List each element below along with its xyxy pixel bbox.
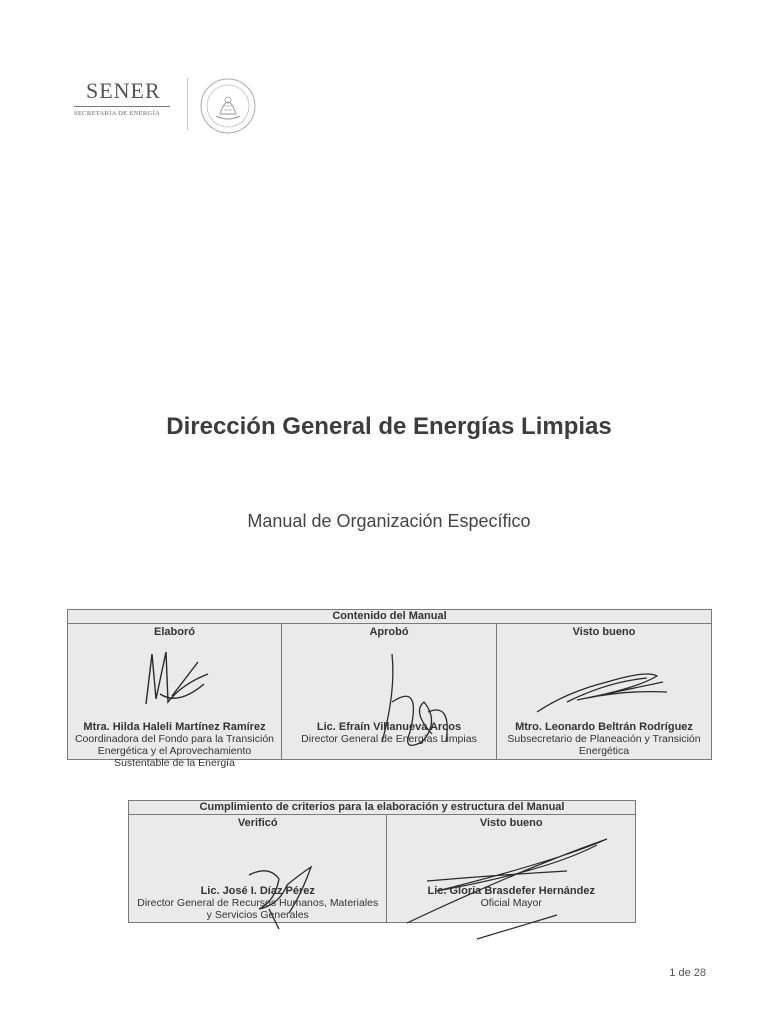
signer-name: Lic. Efraín Villanueva Arcos <box>316 721 462 733</box>
signer-position: Sustentable de la Energía <box>114 757 235 769</box>
contenido-signature-table <box>67 609 712 769</box>
signer-name: Lic. José I. Díaz Pérez <box>200 885 315 897</box>
sener-logo <box>74 80 170 117</box>
document-title: Dirección General de Energías Limpias <box>166 413 612 440</box>
signer-position: y Servicios Generales <box>206 909 309 921</box>
role-label: Aprobó <box>369 626 409 638</box>
logo-subtitle: SECRETARÍA DE ENERGÍA <box>74 110 160 117</box>
signer-position: Director General de Energías Limpias <box>301 733 477 745</box>
page-number: 1 de 28 <box>669 967 706 979</box>
table-header: Contenido del Manual <box>68 610 712 624</box>
table-header: Cumplimiento de criterios para la elaboración y estructura del Manual <box>129 801 636 815</box>
signer-position: Energética y el Aprovechamiento <box>97 745 252 757</box>
signer-position: Director General de Recursos Humanos, Materiales <box>137 897 379 909</box>
role-label: Verificó <box>237 817 278 829</box>
logo-divider <box>74 106 170 107</box>
signer-position: Coordinadora del Fondo para la Transición <box>74 733 275 745</box>
signature-cell-visto-bueno <box>497 624 712 760</box>
role-label: Visto bueno <box>479 817 543 829</box>
signer-name: Mtra. Hilda Haleli Martínez Ramírez <box>83 721 266 733</box>
cumplimiento-signature-table <box>128 800 636 923</box>
signer-position: Subsecretario de Planeación y Transición <box>507 733 701 745</box>
signer-position: Energética <box>578 745 630 757</box>
signature-cell-aprobo <box>282 624 497 760</box>
role-label: Elaboró <box>154 626 195 638</box>
national-seal-icon <box>198 76 258 136</box>
signer-name: Mtro. Leonardo Beltrán Rodríguez <box>515 721 693 733</box>
signature-cell-visto-bueno-2 <box>387 815 636 923</box>
signature-cell-elaboro <box>68 624 282 769</box>
role-label: Visto bueno <box>572 626 636 638</box>
logo-separator <box>187 78 188 130</box>
logo-text: SENER <box>86 78 161 103</box>
handwritten-signature <box>527 652 677 722</box>
document-subtitle: Manual de Organización Específico <box>247 511 531 531</box>
signer-position: Oficial Mayor <box>480 897 542 909</box>
handwritten-signature <box>138 644 218 714</box>
signature-cell-verifico <box>129 815 387 923</box>
signer-name: Lic. Gloria Brasdefer Hernández <box>427 885 595 897</box>
